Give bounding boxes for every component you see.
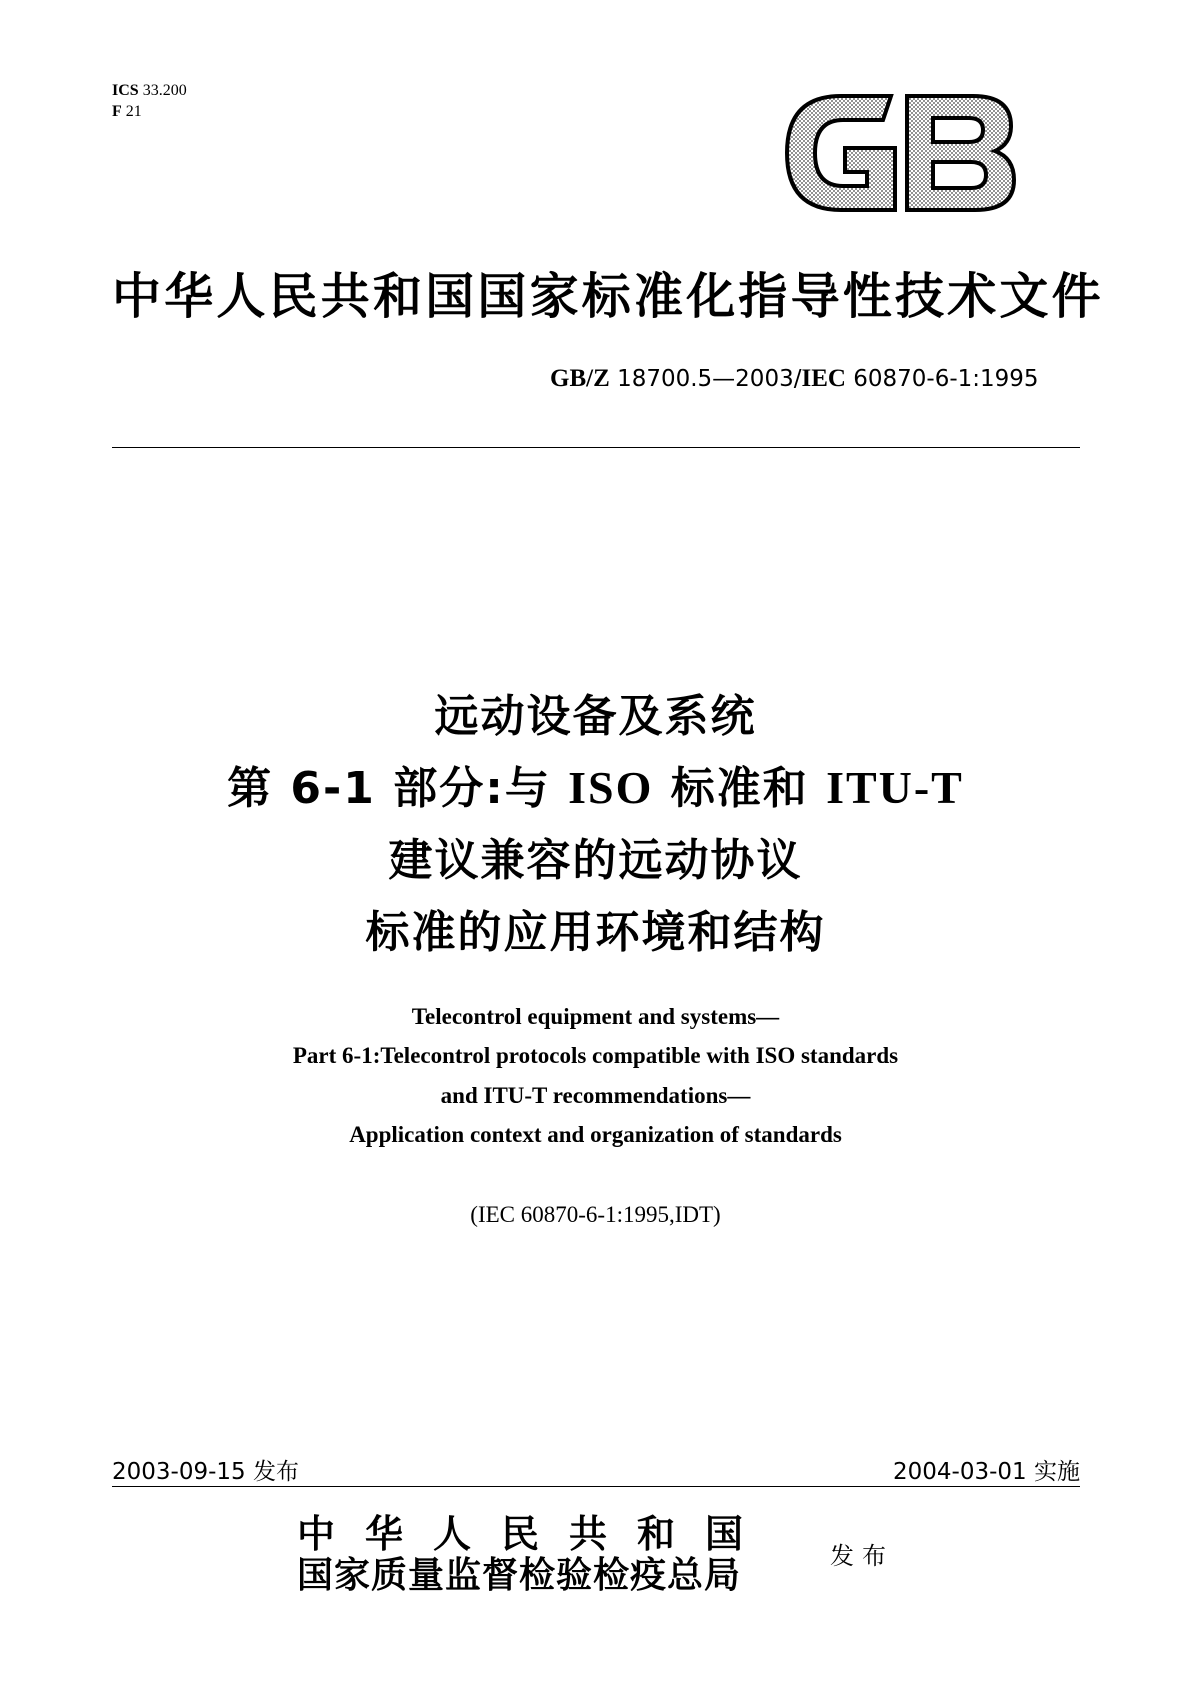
release-date: 2003-09-15 发布 [112,1459,299,1485]
title-cn-line-4: 标准的应用环境和结构 [365,907,826,958]
classification-codes [112,80,187,122]
ccs-line [112,101,187,122]
gb-logo-icon [783,92,1018,214]
effective-date: 2004-03-01 实施 [893,1459,1080,1485]
title-cn-line-1: 远动设备及系统 [434,691,757,742]
ics-label: ICS [112,82,139,99]
title-en-line-2: Part 6-1:Telecontrol protocols compatible with ISO standards [292,1043,899,1068]
title-en-line-1: Telecontrol equipment and systems— [411,1004,780,1029]
title-cn-line-2 [0,752,1191,816]
standard-number [550,365,1039,393]
std-prefix: GB/Z [550,365,610,392]
issuer-line-2: 国家质量监督检验检疫总局 [297,1554,742,1596]
title-en-line-3: and ITU-T recommendations— [440,1083,751,1108]
ccs-code: 21 [125,103,142,120]
iec-prefix: IEC [801,365,846,392]
title-cn-line-3: 建议兼容的远动协议 [388,835,803,886]
ics-code: 33.200 [142,82,187,99]
top-divider [112,447,1080,448]
iec-code: 60870-6-1:1995 [853,366,1039,392]
issuer-verb: 发布 [830,1542,894,1570]
title-en-line-4: Application context and organization of standards [349,1122,842,1147]
document-type-title: 中华人民共和国国家标准化指导性技术文件 [112,268,1104,325]
issuer-line-1: 中华人民共和国 [297,1511,774,1556]
ics-line [112,80,187,101]
title-cn-line-2-part-a: 第 6-1 部分:与 [227,763,569,814]
title-cn-line-2-part-c: 标准和 [653,763,827,814]
title-cn-line-2-iso: ISO [568,762,654,813]
ccs-label: F [112,103,122,120]
std-code: 18700.5—2003/ [617,366,802,392]
title-cn-line-2-itu: ITU-T [826,762,964,813]
bottom-divider [112,1486,1080,1487]
equivalence-note: (IEC 60870-6-1:1995,IDT) [470,1202,721,1227]
